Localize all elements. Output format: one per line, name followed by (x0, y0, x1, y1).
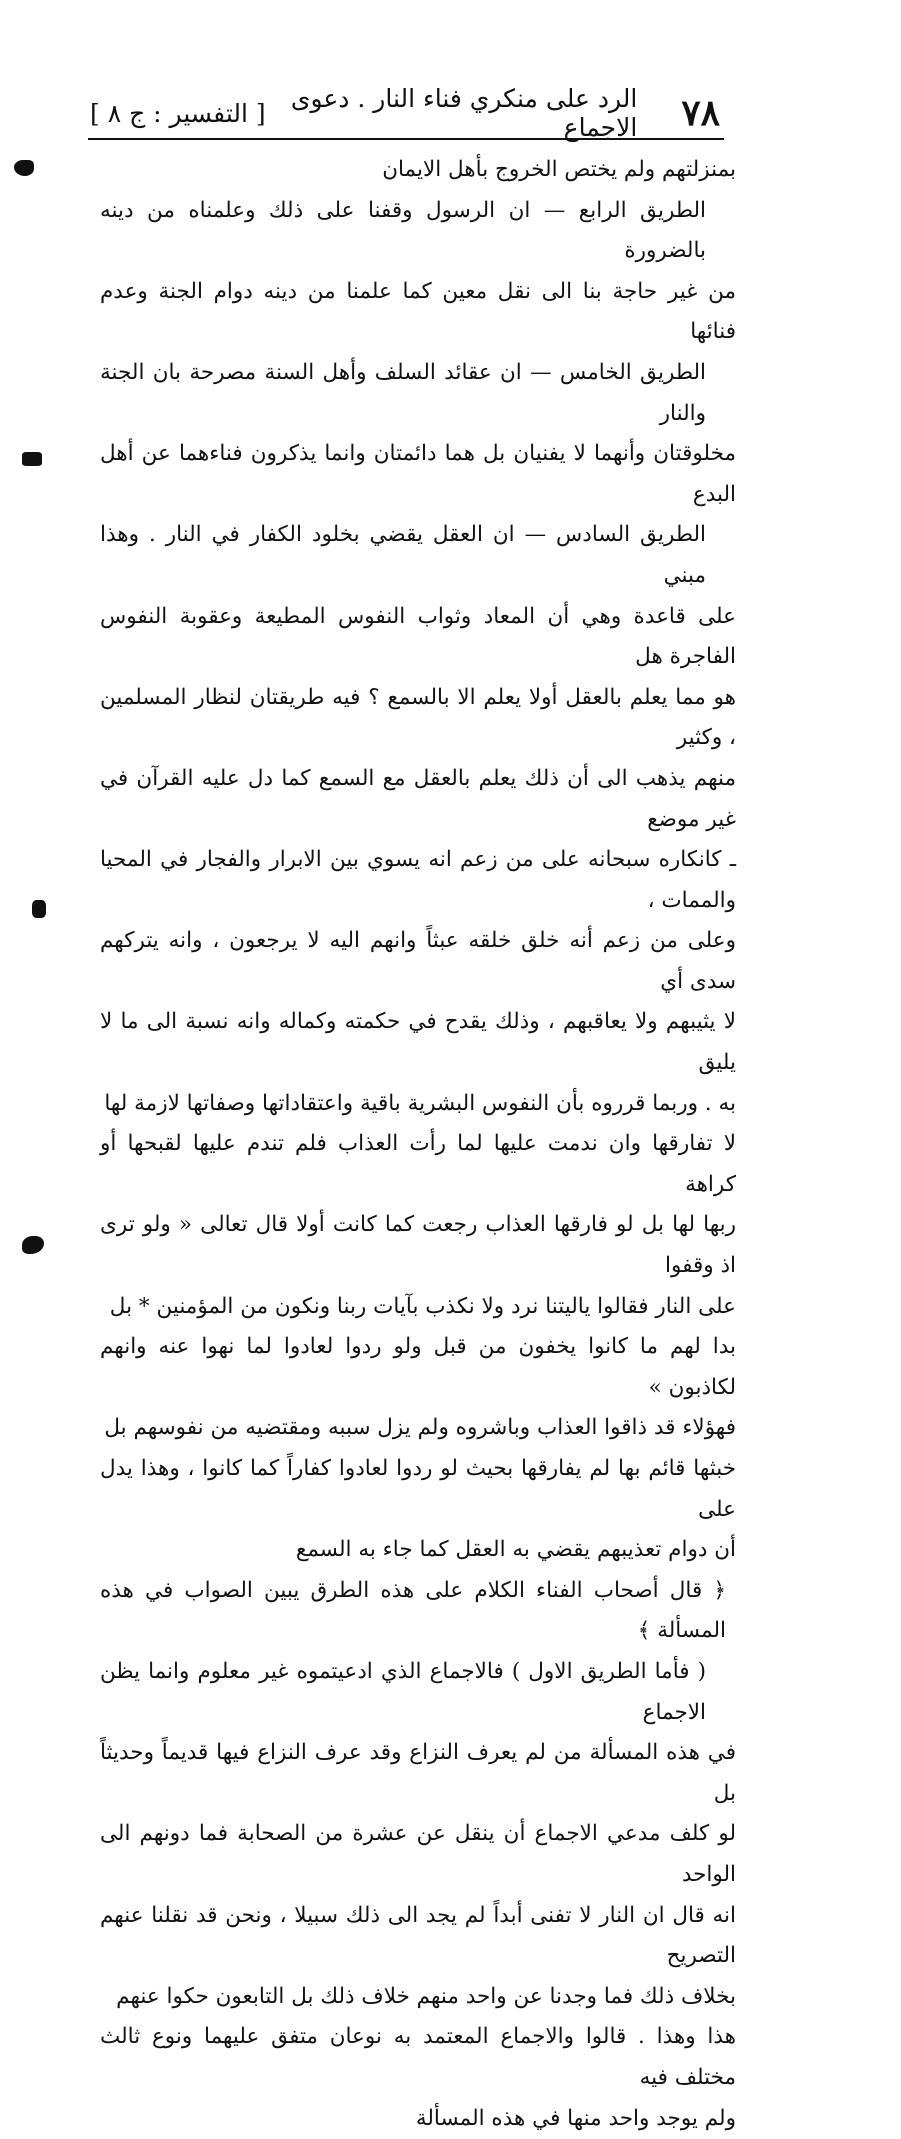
text-line: على قاعدة وهي أن المعاد وثواب النفوس المطيعة وعقوبة النفوس الفاجرة هل (100, 597, 736, 678)
text-line: بخلاف ذلك فما وجدنا عن واحد منهم خلاف ذلك بل التابعون حكوا عنهم (100, 1977, 736, 2018)
running-title: الرد على منكري فناء النار . دعوى الاجماع (266, 84, 638, 142)
section-heading: ﴿ قال أصحاب الفناء الكلام على هذه الطرق يبين الصواب في هذه المسألة ﴾ (100, 1571, 736, 1652)
text-line: خبثها قائم بها لم يفارقها بحيث لو ردوا لعادوا كفاراً كما كانوا ، وهذا يدل على (100, 1449, 736, 1530)
page-header (90, 88, 720, 138)
text-line: وعلى من زعم أنه خلق خلقه عبثاً وانهم اليه لا يرجعون ، وانه يتركهم سدى أي (100, 921, 736, 1002)
text-line: انه قال ان النار لا تفنى أبداً لم يجد الى ذلك سبيلا ، ونحن قد نقلنا عنهم التصريح (100, 1896, 736, 1977)
text-line: ربها لها بل لو فارقها العذاب رجعت كما كانت أولا قال تعالى « ولو ترى اذ وقفوا (100, 1205, 736, 1286)
text-line: الطريق السادس — ان العقل يقضي بخلود الكفار في النار . وهذا مبني (100, 515, 736, 596)
margin-ink-mark (22, 1236, 44, 1254)
text-line: لا يثيبهم ولا يعاقبهم ، وذلك يقدح في حكمته وكماله وانه نسبة الى ما لا يليق (100, 1002, 736, 1083)
text-line: به . وربما قرروه بأن النفوس البشرية باقية واعتقاداتها وصفاتها لازمة لها (100, 1084, 736, 1125)
text-line: في هذه المسألة من لم يعرف النزاع وقد عرف النزاع فيها قديماً وحديثاً بل (100, 1733, 736, 1814)
text-line: هذا وهذا . قالوا والاجماع المعتمد به نوعان متفق عليهما ونوع ثالث مختلف فيه (100, 2017, 736, 2098)
page-number: ٧٨ (681, 92, 720, 134)
margin-ink-mark (32, 900, 46, 918)
margin-ink-mark (14, 160, 34, 176)
text-line: لو كلف مدعي الاجماع أن ينقل عن عشرة من الصحابة فما دونهم الى الواحد (100, 1814, 736, 1895)
margin-ink-mark (22, 452, 42, 466)
text-line: بدا لهم ما كانوا يخفون من قبل ولو ردوا لعادوا لما نهوا عنه وانهم لكاذبون » (100, 1327, 736, 1408)
text-line: الطريق الخامس — ان عقائد السلف وأهل السنة مصرحة بان الجنة والنار (100, 353, 736, 434)
text-line: فهؤلاء قد ذاقوا العذاب وباشروه ولم يزل سببه ومقتضيه من نفوسهم بل (100, 1408, 736, 1449)
text-line: الطريق الرابع — ان الرسول وقفنا على ذلك وعلمناه من دينه بالضرورة (100, 191, 736, 272)
text-line: ( فأما الطريق الاول ) فالاجماع الذي ادعيتموه غير معلوم وانما يظن الاجماع (100, 1652, 736, 1733)
text-line: من غير حاجة بنا الى نقل معين كما علمنا من دينه دوام الجنة وعدم فنائها (100, 272, 736, 353)
text-line: ولم يوجد واحد منها في هذه المسألة (100, 2099, 736, 2139)
header-rule (88, 138, 724, 140)
text-line: منهم يذهب الى أن ذلك يعلم بالعقل مع السمع كما دل عليه القرآن في غير موضع (100, 759, 736, 840)
text-line: بمنزلتهم ولم يختص الخروج بأهل الايمان (100, 150, 736, 191)
text-line: ـ كانكاره سبحانه على من زعم انه يسوي بين الابرار والفجار في المحيا والممات ، (100, 840, 736, 921)
text-line: هو مما يعلم بالعقل أولا يعلم الا بالسمع ؟ فيه طريقتان لنظار المسلمين ، وكثير (100, 678, 736, 759)
text-line: لا تفارقها وان ندمت عليها لما رأت العذاب فلم تندم عليها لقبحها أو كراهة (100, 1124, 736, 1205)
body-text (100, 150, 736, 2139)
text-line: على النار فقالوا ياليتنا نرد ولا نكذب بآيات ربنا ونكون من المؤمنين * بل (100, 1287, 736, 1328)
text-line: مخلوقتان وأنهما لا يفنيان بل هما دائمتان وانما يذكرون فناءهما عن أهل البدع (100, 434, 736, 515)
text-line: أن دوام تعذيبهم يقضي به العقل كما جاء به السمع (100, 1530, 736, 1571)
volume-label: [ التفسير : ج ٨ ] (90, 99, 266, 128)
